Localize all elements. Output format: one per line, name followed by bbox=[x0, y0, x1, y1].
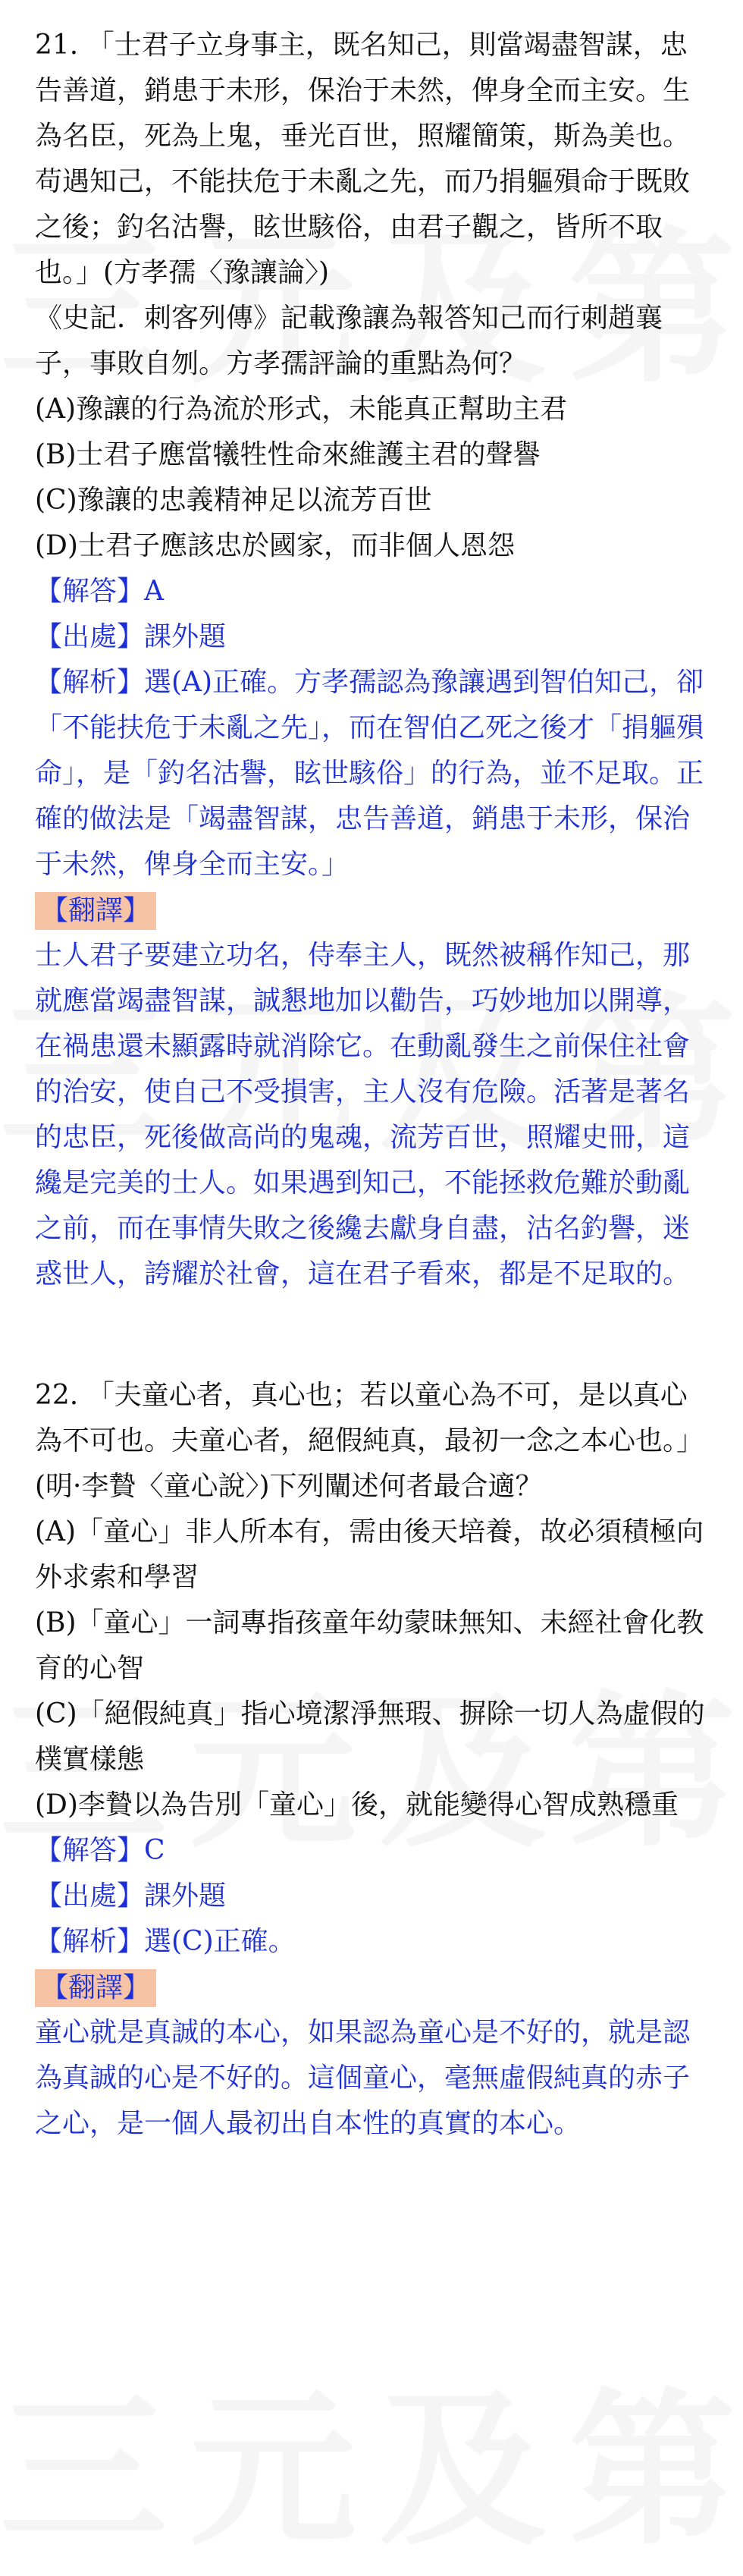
source-line: 【出處】課外題 bbox=[35, 621, 227, 652]
translation-text: 士人君子要建立功名，侍奉主人，既然被稱作知己，那就應當竭盡智謀，誠懇地加以勸告，巧妙地加以開導，在禍患還未顯露時就消除它。在動亂發生之前保住社會的治安，使自己不受損害，主人沒有危險。活著是著名的忠臣，死後做高尚的鬼魂，流芳百世，照耀史冊，這纔是完美的士人。如果遇到知己，不能拯救危難於動亂之前，而在事情失敗之後纔去獻身自盡，沽名釣譽，迷惑世人，誇耀於社會，這在君子看來，都是不足取的。 bbox=[35, 940, 691, 1290]
translation-label: 【翻譯】 bbox=[35, 892, 156, 930]
option-c: (C)豫讓的忠義精神足以流芳百世 bbox=[35, 485, 432, 516]
question-stem: 21. 「士君子立身事主，既名知己，則當竭盡智謀，忠告善道，銷患于未形，保治于未然，俾身全而主安。生為名臣，死為上鬼，垂光百世，照耀簡策，斯為美也。苟遇知己，不能扶危于未亂之先，而乃捐軀殞命于既敗之後；釣名沽譽，眩世駭俗，由君子觀之，皆所不取也。」(方孝孺〈豫讓論〉) bbox=[35, 30, 691, 288]
translation-text: 童心就是真誠的本心，如果認為童心是不好的，就是認為真誠的心是不好的。這個童心，毫無虛假純真的赤子之心，是一個人最初出自本性的真實的本心。 bbox=[35, 2017, 691, 2139]
watermark bbox=[0, 2336, 743, 2576]
source-line: 【出處】課外題 bbox=[35, 1880, 227, 1912]
analysis-text: 【解析】選(C)正確。 bbox=[35, 1926, 296, 1957]
document-body bbox=[35, 23, 710, 2147]
option-d: (D)李贄以為告別「童心」後，就能變得心智成熟穩重 bbox=[35, 1789, 679, 1820]
translation-label: 【翻譯】 bbox=[35, 1969, 156, 2007]
answer-line: 【解答】A bbox=[35, 576, 164, 607]
option-a: (A)「童心」非人所本有，需由後天培養，故必須積極向外求索和學習 bbox=[35, 1516, 704, 1593]
answer-line: 【解答】C bbox=[35, 1835, 165, 1866]
option-a: (A)豫讓的行為流於形式，未能真正幫助主君 bbox=[35, 394, 568, 425]
option-d: (D)士君子應該忠於國家，而非個人恩怨 bbox=[35, 530, 515, 561]
question-prompt: 《史記．刺客列傳》記載豫讓為報答知己而行刺趙襄子，事敗自刎。方孝孺評論的重點為何？ bbox=[35, 303, 663, 379]
question-separator bbox=[35, 1297, 710, 1373]
question-stem: 22. 「夫童心者，真心也；若以童心為不可，是以真心為不可也。夫童心者，絕假純真，最初一念之本心也。」(明·李贄〈童心說〉)下列闡述何者最合適？ bbox=[35, 1380, 704, 1502]
option-c: (C)「絕假純真」指心境潔淨無瑕、摒除一切人為虛假的樸實樣態 bbox=[35, 1698, 705, 1775]
analysis-text: 【解析】選(A)正確。方孝孺認為豫讓遇到智伯知己，卻「不能扶危于未亂之先」，而在智伯乙死之後才「捐軀殞命」，是「釣名沽譽，眩世駭俗」的行為，並不足取。正確的做法是「竭盡智謀，忠告善道，銷患于未形，保治于未然，俾身全而主安。」 bbox=[35, 667, 704, 880]
question-21 bbox=[35, 23, 710, 1297]
option-b: (B)士君子應當犧牲性命來維護主君的聲譽 bbox=[35, 439, 541, 470]
option-b: (B)「童心」一詞專指孩童年幼蒙昧無知、未經社會化教育的心智 bbox=[35, 1607, 704, 1684]
question-22 bbox=[35, 1373, 710, 2147]
